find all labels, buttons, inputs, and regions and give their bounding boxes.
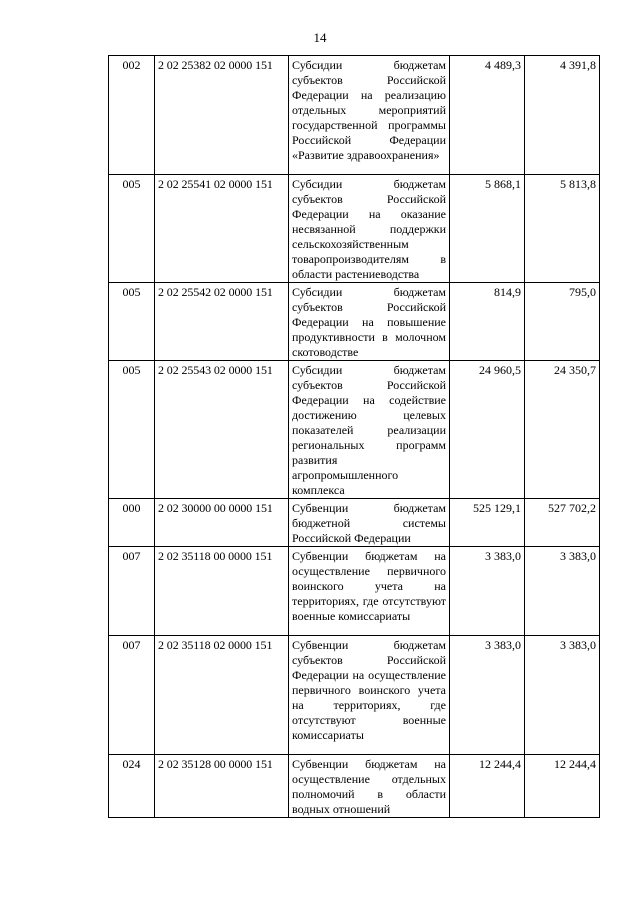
admin-code-cell: 024 bbox=[109, 755, 155, 818]
value-2019-cell: 5 813,8 bbox=[525, 175, 600, 283]
budget-code-cell: 2 02 35118 00 0000 151 bbox=[155, 547, 289, 636]
value-2019-cell: 3 383,0 bbox=[525, 636, 600, 755]
admin-code-cell: 000 bbox=[109, 499, 155, 547]
admin-code-cell: 007 bbox=[109, 636, 155, 755]
page-number: 14 bbox=[313, 30, 327, 45]
admin-code-cell: 005 bbox=[109, 283, 155, 361]
table-row bbox=[109, 56, 600, 175]
value-2018-cell: 3 383,0 bbox=[450, 547, 525, 636]
budget-code-cell: 2 02 25543 02 0000 151 bbox=[155, 361, 289, 499]
value-2018-cell: 24 960,5 bbox=[450, 361, 525, 499]
income-name-cell: Субсидии бюджетам субъектов Российской Федерации на оказание несвязанной поддержки сельскохозяйственным товаропроизводителям в области растениеводства bbox=[289, 175, 450, 283]
admin-code-cell: 005 bbox=[109, 175, 155, 283]
value-2019-cell: 12 244,4 bbox=[525, 755, 600, 818]
income-name-cell: Субсидии бюджетам субъектов Российской Федерации на повышение продуктивности в молочном скотоводстве bbox=[289, 283, 450, 361]
value-2019-cell: 795,0 bbox=[525, 283, 600, 361]
table-row bbox=[109, 175, 600, 283]
income-name-cell: Субвенции бюджетам на осуществление первичного воинского учета на территориях, где отсутствуют военные комиссариаты bbox=[289, 547, 450, 636]
value-2018-cell: 5 868,1 bbox=[450, 175, 525, 283]
admin-code-cell: 005 bbox=[109, 361, 155, 499]
table-row bbox=[109, 499, 600, 547]
income-name-cell: Субвенции бюджетам субъектов Российской Федерации на осуществление первичного воинского учета на территориях, где отсутствуют военные комиссариаты bbox=[289, 636, 450, 755]
value-2019-cell: 24 350,7 bbox=[525, 361, 600, 499]
admin-code-cell: 007 bbox=[109, 547, 155, 636]
income-name-cell: Субвенции бюджетам на осуществление отдельных полномочий в области водных отношений bbox=[289, 755, 450, 818]
admin-code-cell: 002 bbox=[109, 56, 155, 175]
table-row bbox=[109, 361, 600, 499]
value-2019-cell: 527 702,2 bbox=[525, 499, 600, 547]
value-2018-cell: 3 383,0 bbox=[450, 636, 525, 755]
value-2018-cell: 4 489,3 bbox=[450, 56, 525, 175]
budget-code-cell: 2 02 25541 02 0000 151 bbox=[155, 175, 289, 283]
value-2018-cell: 814,9 bbox=[450, 283, 525, 361]
budget-code-cell: 2 02 25542 02 0000 151 bbox=[155, 283, 289, 361]
income-name-cell: Субвенции бюджетам бюджетной системы Российской Федерации bbox=[289, 499, 450, 547]
budget-table bbox=[108, 55, 600, 818]
value-2018-cell: 525 129,1 bbox=[450, 499, 525, 547]
budget-code-cell: 2 02 35128 00 0000 151 bbox=[155, 755, 289, 818]
budget-code-cell: 2 02 25382 02 0000 151 bbox=[155, 56, 289, 175]
table-row bbox=[109, 636, 600, 755]
table-row bbox=[109, 547, 600, 636]
income-name-cell: Субсидии бюджетам субъектов Российской Федерации на содействие достижению целевых показателей реализации региональных программ развития агропромышленного комплекса bbox=[289, 361, 450, 499]
table-row bbox=[109, 283, 600, 361]
value-2019-cell: 4 391,8 bbox=[525, 56, 600, 175]
table-row bbox=[109, 755, 600, 818]
income-name-cell: Субсидии бюджетам субъектов Российской Федерации на реализацию отдельных мероприятий государственной программы Российской Федерации «Развитие здравоохранения» bbox=[289, 56, 450, 175]
value-2018-cell: 12 244,4 bbox=[450, 755, 525, 818]
value-2019-cell: 3 383,0 bbox=[525, 547, 600, 636]
budget-code-cell: 2 02 30000 00 0000 151 bbox=[155, 499, 289, 547]
budget-code-cell: 2 02 35118 02 0000 151 bbox=[155, 636, 289, 755]
